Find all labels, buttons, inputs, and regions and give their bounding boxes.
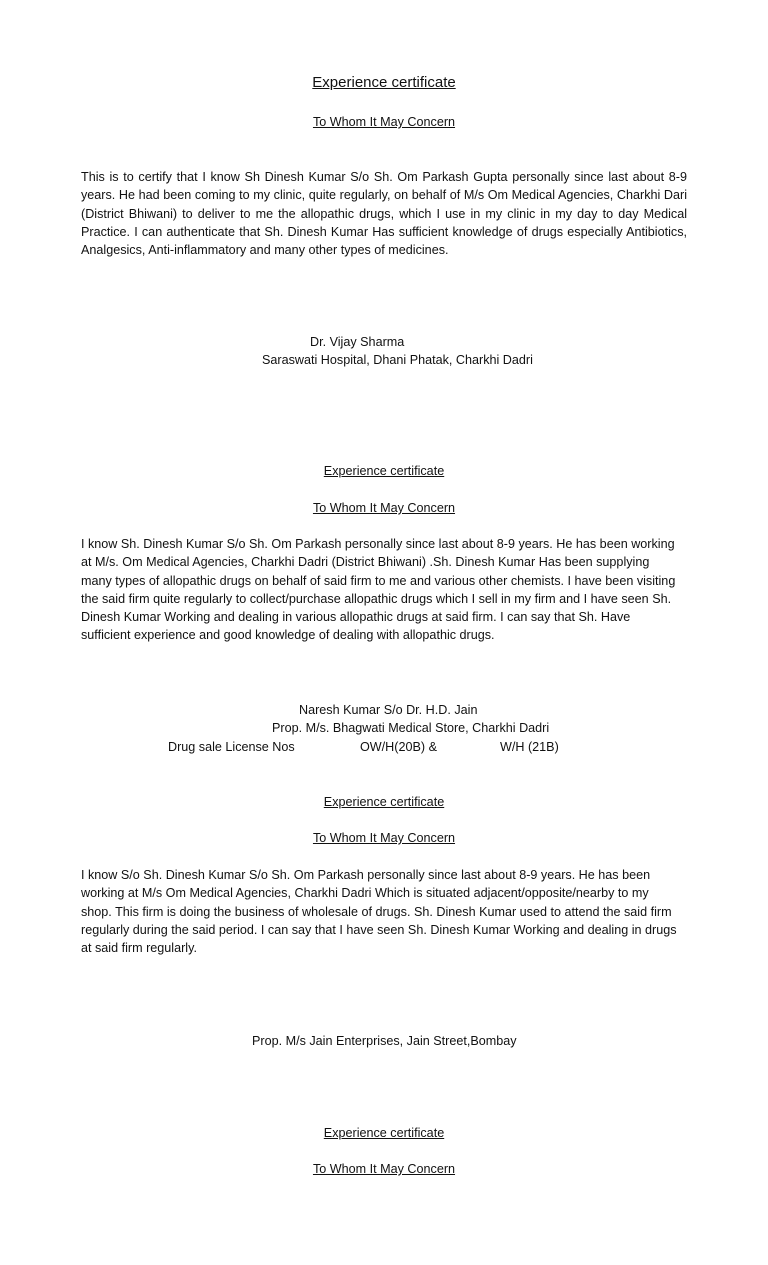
certificate-2-subtitle: To Whom It May Concern [312,501,456,515]
certificate-1-signature-name: Dr. Vijay Sharma [310,335,405,349]
certificate-3-title: Experience certificate [323,795,445,809]
certificate-2-signature-name: Naresh Kumar S/o Dr. H.D. Jain [299,703,478,717]
certificate-2-signature-org: Prop. M/s. Bhagwati Medical Store, Charkhi Dadri [272,721,550,735]
certificate-2-license-1: OW/H(20B) & [360,740,437,754]
certificate-1-body: This is to certify that I know Sh Dinesh Kumar S/o Sh. Om Parkash Gupta personally since last about 8-9 years. He had been coming to my clinic, quite regularly, on behalf of M/s Om Medical Agencies, Charkhi Dari (District Bhiwani) to deliver to me the allopathic drugs, which I use in my clinic in my day to day Medical Practice. I can authenticate that Sh. Dinesh Kumar Has sufficient knowledge of drugs especially Antibiotics, Analgesics, Anti-inflammatory and many other types of medicines. [81,170,687,258]
certificate-2-body: I know Sh. Dinesh Kumar S/o Sh. Om Parkash personally since last about 8-9 years. He has been working at M/s. Om Medical Agencies, Charkhi Dadri (District Bhiwani) .Sh. Dinesh Kumar Has been supplying many types of allopathic drugs on behalf of said firm to me and various other chemists. I have been visiting the said firm quite regularly to collect/purchase allopathic drugs which I sell in my firm and I have seen Sh. Dinesh Kumar Working and dealing in various allopathic drugs at said firm. I can say that Sh. Have sufficient experience and good knowledge of dealing with allopathic drugs. [81,537,676,643]
certificate-3-signature-org: Prop. M/s Jain Enterprises, Jain Street,Bombay [252,1034,517,1048]
certificate-1-title: Experience certificate [312,74,456,91]
certificate-2-license-label: Drug sale License Nos [168,740,295,754]
certificate-1-subtitle: To Whom It May Concern [312,115,456,129]
certificate-3-subtitle: To Whom It May Concern [312,831,456,845]
certificate-3-body: I know S/o Sh. Dinesh Kumar S/o Sh. Om Parkash personally since last about 8-9 years. He has been working at M/s Om Medical Agencies, Charkhi Dadri Which is situated adjacent/opposite/nearby to my shop. This firm is doing the business of wholesale of drugs. Sh. Dinesh Kumar used to attend the said firm regularly during the said period. I can say that I have seen Sh. Dinesh Kumar Working and dealing in drugs at said firm regularly. [81,868,677,956]
certificate-2-license-2: W/H (21B) [500,740,559,754]
certificate-2-title: Experience certificate [323,464,445,478]
certificate-4-title: Experience certificate [323,1126,445,1140]
certificate-4-subtitle: To Whom It May Concern [312,1162,456,1176]
certificate-1-signature-org: Saraswati Hospital, Dhani Phatak, Charkhi Dadri [262,353,533,367]
